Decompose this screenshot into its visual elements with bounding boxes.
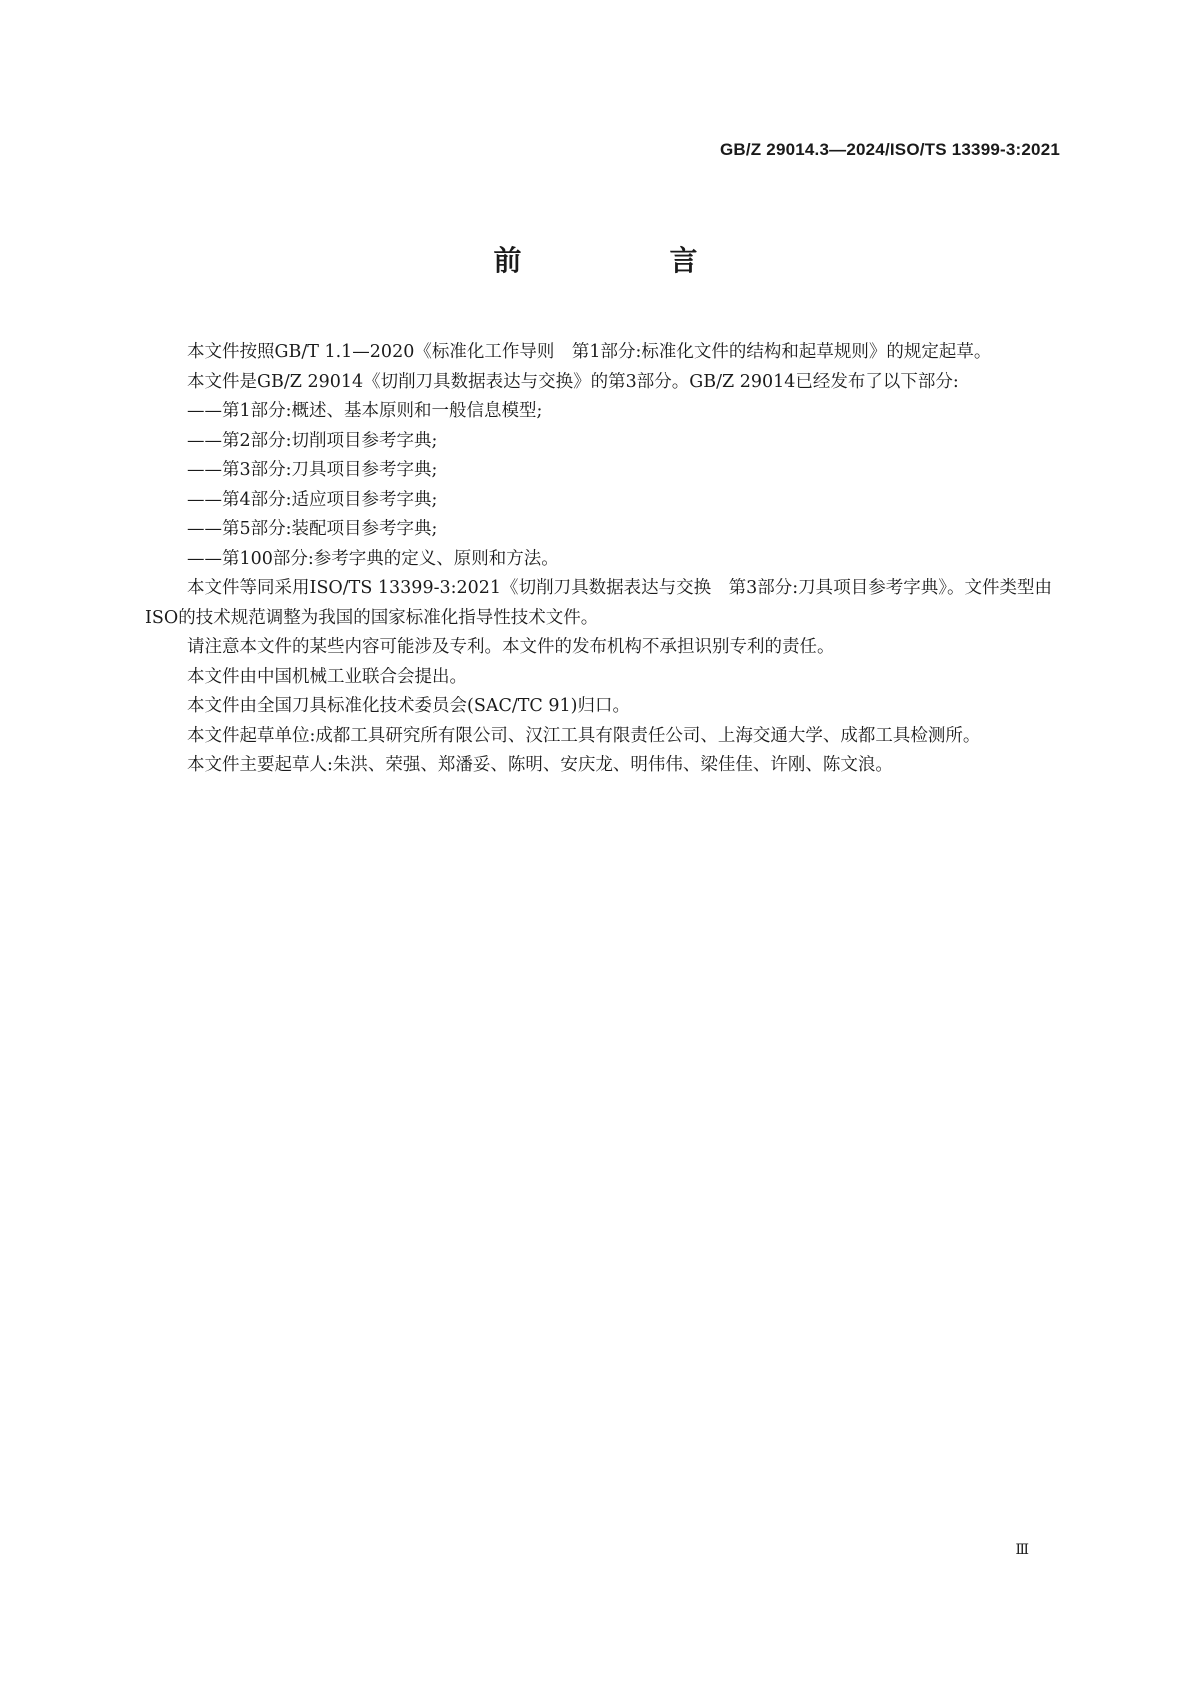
- paragraph-drafting-rules: 本文件按照GB/T 1.1—2020《标准化工作导则 第1部分:标准化文件的结构和起草规则》的规定起草。: [187, 342, 992, 362]
- list-item-part-2: ——第2部分:切削项目参考字典;: [187, 430, 438, 451]
- page-title: 前 言: [493, 244, 758, 277]
- list-item-part-5: ——第5部分:装配项目参考字典;: [187, 519, 438, 539]
- list-item-part-1: ——第1部分:概述、基本原则和一般信息模型;: [187, 401, 543, 421]
- paragraph-adoption: 本文件等同采用ISO/TS 13399-3:2021《切削刀具数据表达与交换 第3部分:刀具项目参考字典》。文件类型由ISO的技术规范调整为我国的国家标准化指导性技术文件。: [145, 578, 1052, 628]
- list-item-part-3: ——第3部分:刀具项目参考字典;: [187, 460, 438, 480]
- paragraph-drafters: 本文件主要起草人:朱洪、荣强、郑潘妥、陈明、安庆龙、明伟伟、梁佳佳、许刚、陈文浪。: [187, 755, 893, 775]
- paragraph-series-intro: 本文件是GB/Z 29014《切削刀具数据表达与交换》的第3部分。GB/Z 29014已经发布了以下部分:: [187, 371, 959, 392]
- paragraph-proposer: 本文件由中国机械工业联合会提出。: [187, 666, 467, 687]
- foreword-body: [145, 338, 1052, 781]
- standard-code-header: GB/Z 29014.3—2024/ISO/TS 13399-3:2021: [719, 140, 1060, 159]
- page-number: Ⅲ: [1015, 1542, 1028, 1558]
- paragraph-drafting-units: 本文件起草单位:成都工具研究所有限公司、汉江工具有限责任公司、上海交通大学、成都工具检测所。: [187, 725, 981, 746]
- paragraph-committee: 本文件由全国刀具标准化技术委员会(SAC/TC 91)归口。: [187, 696, 630, 716]
- list-item-part-100: ——第100部分:参考字典的定义、原则和方法。: [187, 548, 559, 569]
- list-item-part-4: ——第4部分:适应项目参考字典;: [187, 489, 438, 510]
- paragraph-patent-notice: 请注意本文件的某些内容可能涉及专利。本文件的发布机构不承担识别专利的责任。: [187, 637, 835, 657]
